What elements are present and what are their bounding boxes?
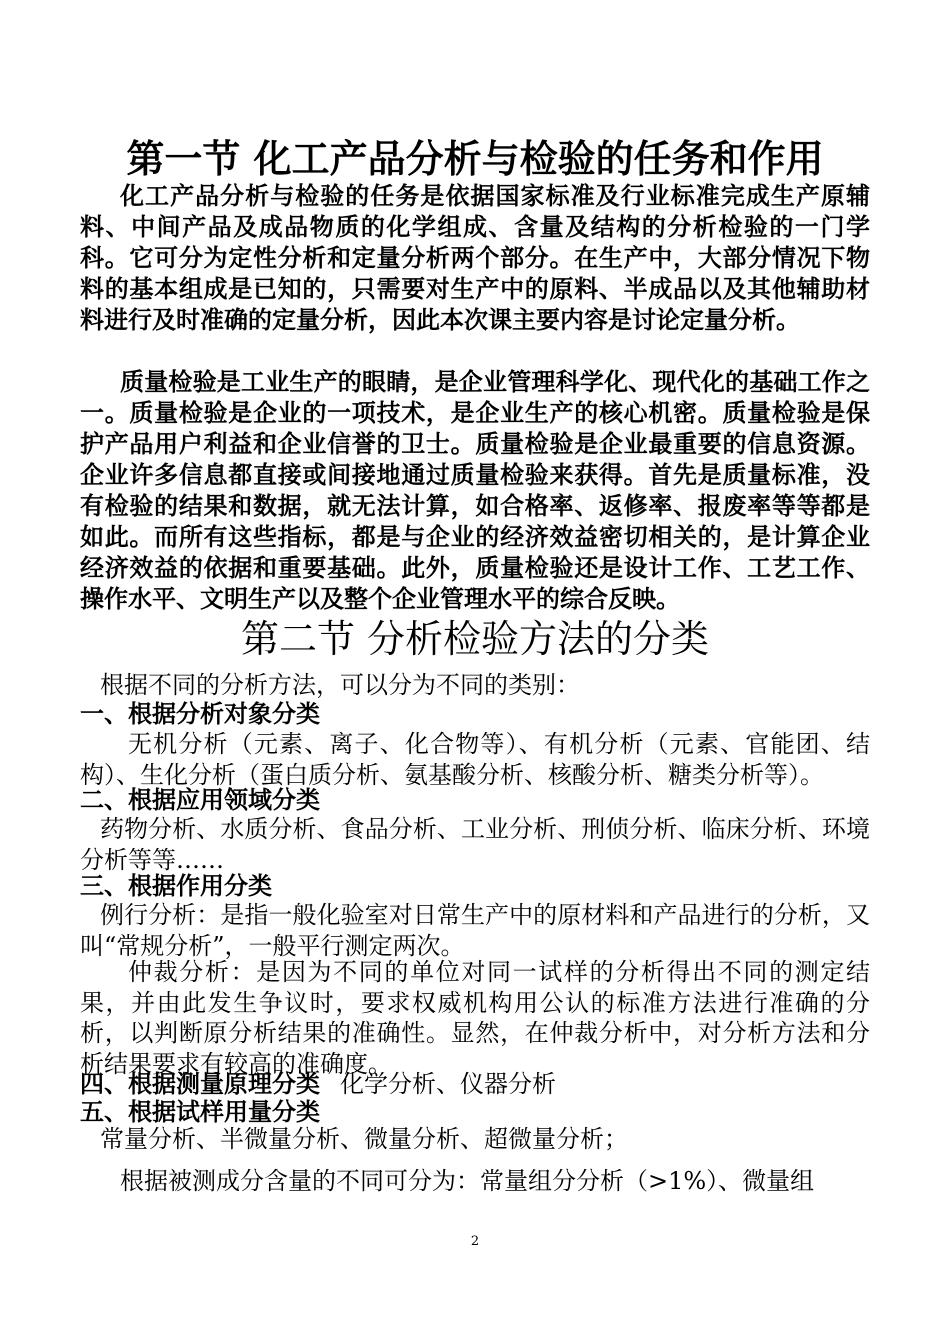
heading-by-principle [80,1069,870,1099]
section-1-paragraph-2: 质量检验是工业生产的眼睛，是企业管理科学化、现代化的基础工作之一。质量检验是企业的一项技术，是企业生产的核心机密。质量检验是保护产品用户利益和企业信誉的卫士。质量检验是企业最重要的信息资源。企业许多信息都直接或间接地通过质量检验来获得。首先是质量标准，没有检验的结果和数据，就无法计算，如合格率、返修率、报废率等等都是如此。而所有这些指标，都是与企业的经济效益密切相关的，是计算企业经济效益的依据和重要基础。此外，质量检验还是设计工作、工艺工作、操作水平、文明生产以及整个企业管理水平的综合反映。 [80,367,870,613]
heading-by-sample-amount: 五、根据试样用量分类 [80,1097,320,1126]
section-2-intro: 根据不同的分析方法，可以分为不同的类别： [100,671,580,699]
heading-by-application: 二、根据应用领域分类 [80,785,320,814]
paragraph-by-sample-amount: 常量分析、半微量分析、微量分析、超微量分析； [100,1125,628,1153]
heading-by-function: 三、根据作用分类 [80,871,272,900]
section-1-title: 第一节 化工产品分析与检验的任务和作用 [126,136,824,181]
heading-by-principle-label: 四、根据测量原理分类 [80,1069,320,1098]
paragraph-by-content: 根据被测成分含量的不同可分为：常量组分分析（>1%）、微量组 [120,1167,815,1195]
section-2-title: 第二节 分析检验方法的分类 [240,617,710,661]
paragraph-arbitration-analysis: 仲裁分析：是因为不同的单位对同一试样的分析得出不同的测定结果，并由此发生争议时，要求权威机构用公认的标准方法进行准确的分析，以判断原分析结果的准确性。显然，在仲裁分析中，对分析方法和分析结果要求有较高的准确度。 [80,958,870,1078]
paragraph-routine-analysis: 例行分析：是指一般化验室对日常生产中的原材料和产品进行的分析，又叫“常规分析”，一般平行测定两次。 [80,901,870,960]
paragraph-by-application: 药物分析、水质分析、食品分析、工业分析、刑侦分析、临床分析、环境分析等等…… [80,815,870,874]
page-number: 2 [470,1234,480,1249]
heading-by-object: 一、根据分析对象分类 [80,699,320,728]
heading-by-principle-text: 化学分析、仪器分析 [340,1070,556,1098]
paragraph-by-object: 无机分析（元素、离子、化合物等）、有机分析（元素、官能团、结构）、生化分析（蛋白质分析、氨基酸分析、核酸分析、糖类分析等）。 [80,730,870,789]
section-1-paragraph-1: 化工产品分析与检验的任务是依据国家标准及行业标准完成生产原辅料、中间产品及成品物质的化学组成、含量及结构的分析检验的一门学科。它可分为定性分析和定量分析两个部分。在生产中，大部分情况下物料的基本组成是已知的，只需要对生产中的原料、半成品以及其他辅助材料进行及时准确的定量分析，因此本次课主要内容是讨论定量分析。 [80,181,870,334]
